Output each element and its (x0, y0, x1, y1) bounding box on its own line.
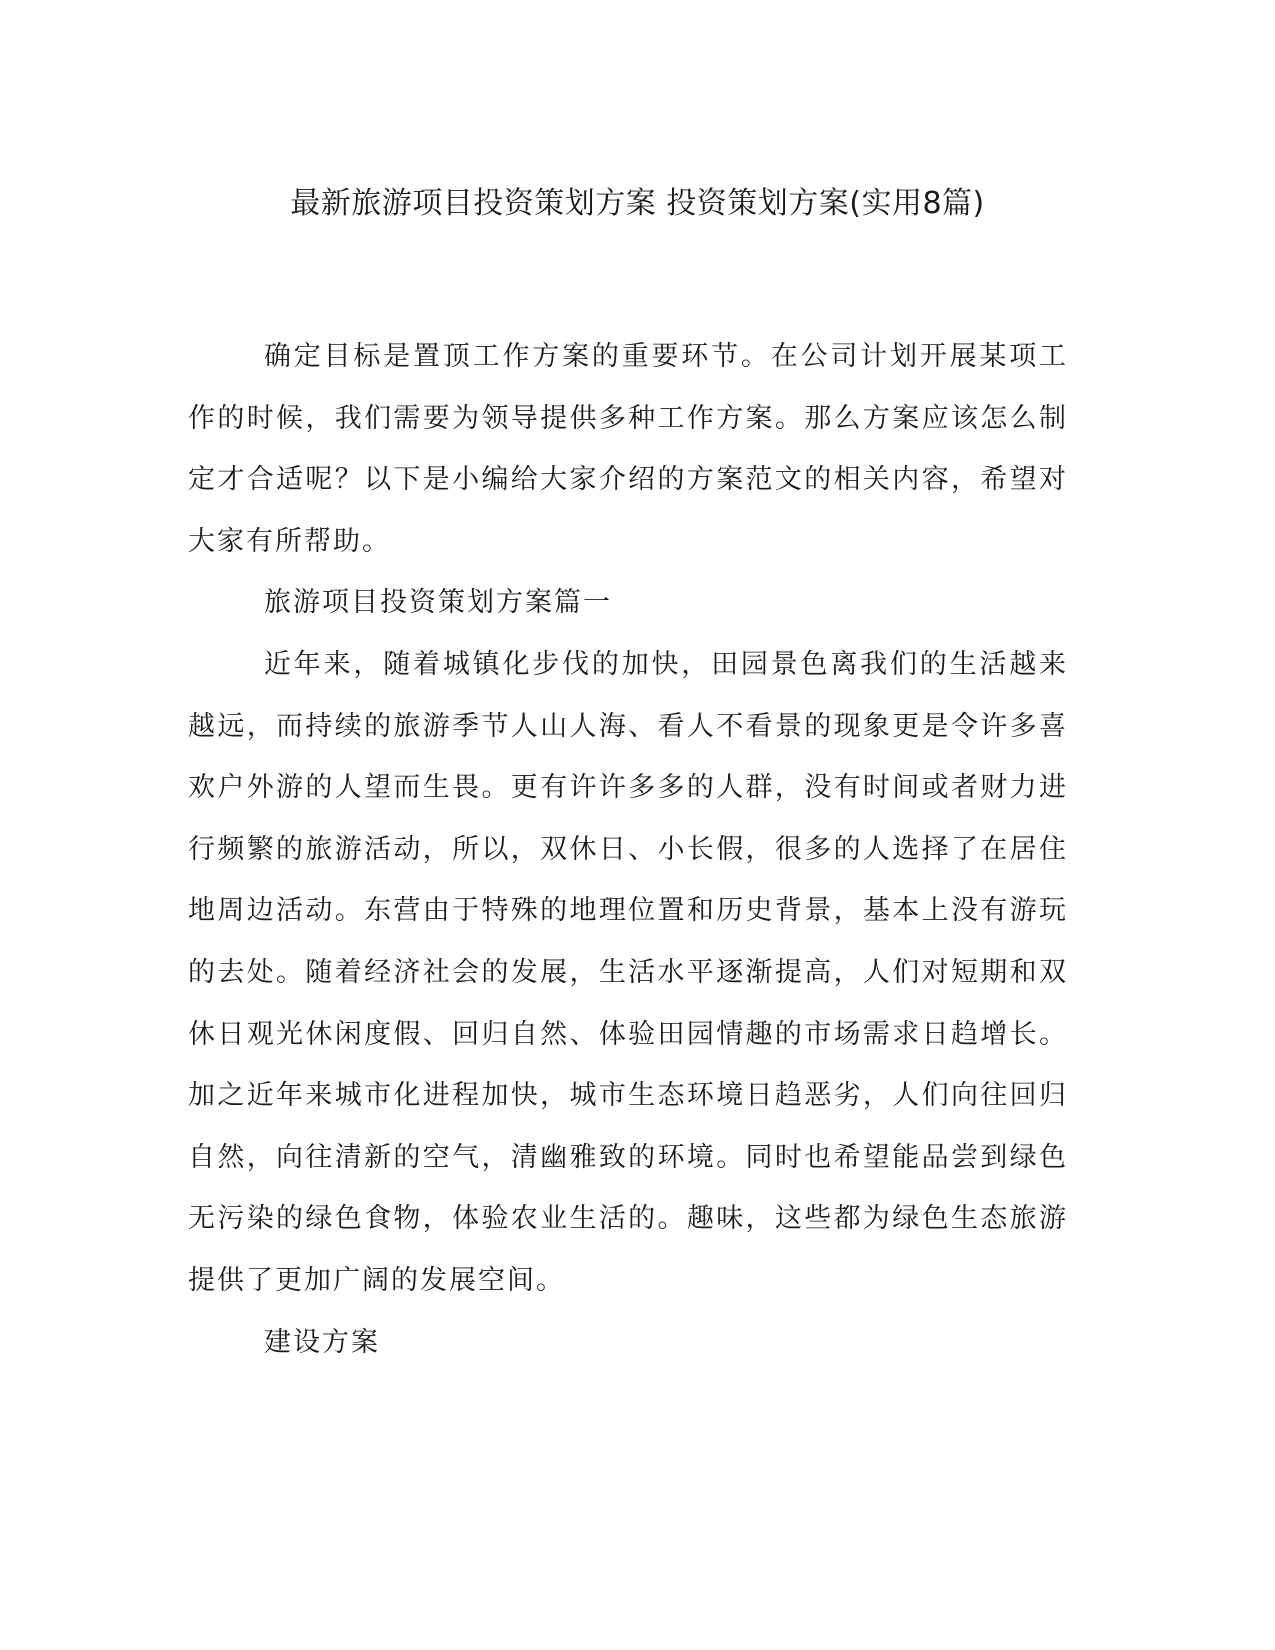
document-title: 最新旅游项目投资策划方案 投资策划方案(实用8篇) (290, 186, 985, 221)
section-1-paragraph: 近年来，随着城镇化步伐的加快，田园景色离我们的生活越来越远，而持续的旅游季节人山人海、看人不看景的现象更是令许多喜欢户外游的人望而生畏。更有许许多多的人群，没有时间或者财力进行频繁的旅游活动，所以，双休日、小长假，很多的人选择了在居住地周边活动。东营由于特殊的地理位置和历史背景，基本上没有游玩的去处。随着经济社会的发展，生活水平逐渐提高，人们对短期和双休日观光休闲度假、回归自然、体验田园情趣的市场需求日趋增长。加之近年来城市化进程加快，城市生态环境日趋恶劣，人们向往回归自然，向往清新的空气，清幽雅致的环境。同时也希望能品尝到绿色无污染的绿色食物，体验农业生活的。趣味，这些都为绿色生态旅游提供了更加广阔的发展空间。 (188, 648, 1068, 1296)
document-body (188, 326, 1068, 1373)
section-heading-2: 建设方案 (264, 1326, 380, 1358)
intro-paragraph: 确定目标是置顶工作方案的重要环节。在公司计划开展某项工作的时候，我们需要为领导提供多种工作方案。那么方案应该怎么制定才合适呢？以下是小编给大家介绍的方案范文的相关内容，希望对大家有所帮助。 (188, 341, 1068, 557)
section-heading-1: 旅游项目投资策划方案篇一 (264, 587, 612, 619)
